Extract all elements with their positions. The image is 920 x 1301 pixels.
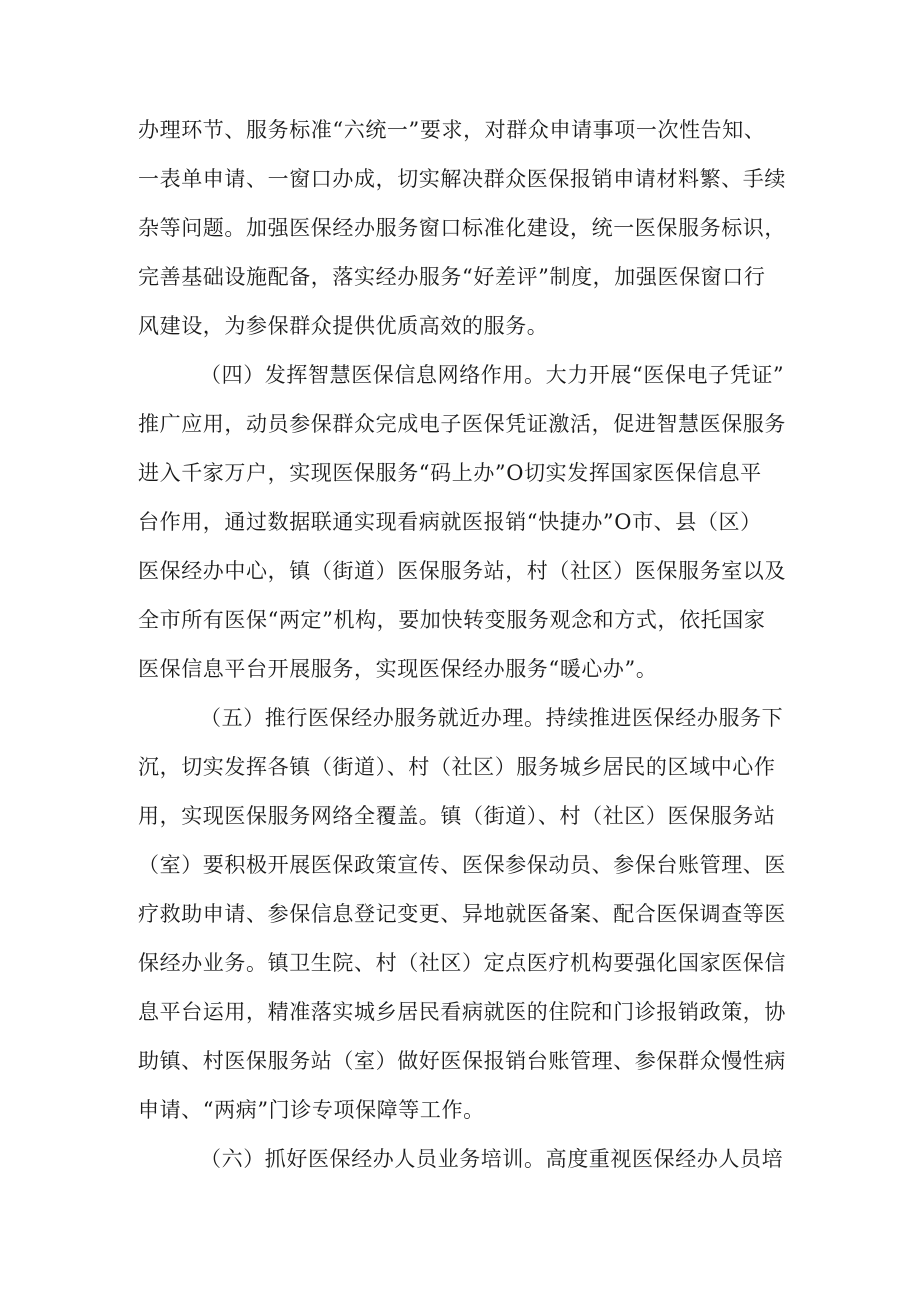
text-line: 保经办业务。镇卫生院、村（社区）定点医疗机构要强化国家医保信 <box>138 951 786 975</box>
text-line: 申请、“两病”门诊专项保障等工作。 <box>138 1098 485 1122</box>
text-line: 全市所有医保“两定”机构，要加快转变服务观念和方式，依托国家 <box>138 608 766 632</box>
text-line: 医保经办中心，镇（街道）医保服务站，村（社区）医保服务室以及 <box>138 559 786 583</box>
text-line: 风建设，为参保群众提供优质高效的服务。 <box>138 314 549 338</box>
text-line: 医保信息平台开展服务，实现医保经办服务“暖心办”。 <box>138 657 658 681</box>
text-line: 疗救助申请、参保信息登记变更、异地就医备案、配合医保调查等医 <box>138 902 786 926</box>
text-line: 台作用，通过数据联通实现看病就医报销“快捷办”O市、县（区） <box>138 510 762 534</box>
text-line: 一表单申请、一窗口办成，切实解决群众医保报销申请材料繁、手续 <box>138 167 786 191</box>
section-heading-6: （六）抓好医保经办人员业务培训。高度重视医保经办人员培 <box>200 1147 784 1171</box>
text-line: 办理环节、服务标准“六统一”要求，对群众申请事项一次性告知、 <box>138 118 766 142</box>
text-line: 进入千家万户，实现医保服务“码上办”O切实发挥国家医保信息平 <box>138 461 762 485</box>
text-line: （室）要积极开展医保政策宣传、医保参保动员、参保台账管理、医 <box>138 853 786 877</box>
section-heading-4: （四）发挥智慧医保信息网络作用。大力开展“医保电子凭证” <box>200 363 785 387</box>
text-line: 沉，切实发挥各镇（街道）、村（社区）服务城乡居民的区域中心作 <box>138 755 776 779</box>
text-line: 用，实现医保服务网络全覆盖。镇（街道）、村（社区）医保服务站 <box>138 804 776 828</box>
text-line: 完善基础设施配备，落实经办服务“好差评”制度，加强医保窗口行 <box>138 265 766 289</box>
text-line: 推广应用，动员参保群众完成电子医保凭证激活，促进智慧医保服务 <box>138 412 786 436</box>
text-line: 杂等问题。加强医保经办服务窗口标准化建设，统一医保服务标识， <box>138 216 786 240</box>
text-line: 息平台运用，精准落实城乡居民看病就医的住院和门诊报销政策，协 <box>138 1000 786 1024</box>
section-heading-5: （五）推行医保经办服务就近办理。持续推进医保经办服务下 <box>200 706 784 730</box>
text-line: 助镇、村医保服务站（室）做好医保报销台账管理、参保群众慢性病 <box>138 1049 786 1073</box>
